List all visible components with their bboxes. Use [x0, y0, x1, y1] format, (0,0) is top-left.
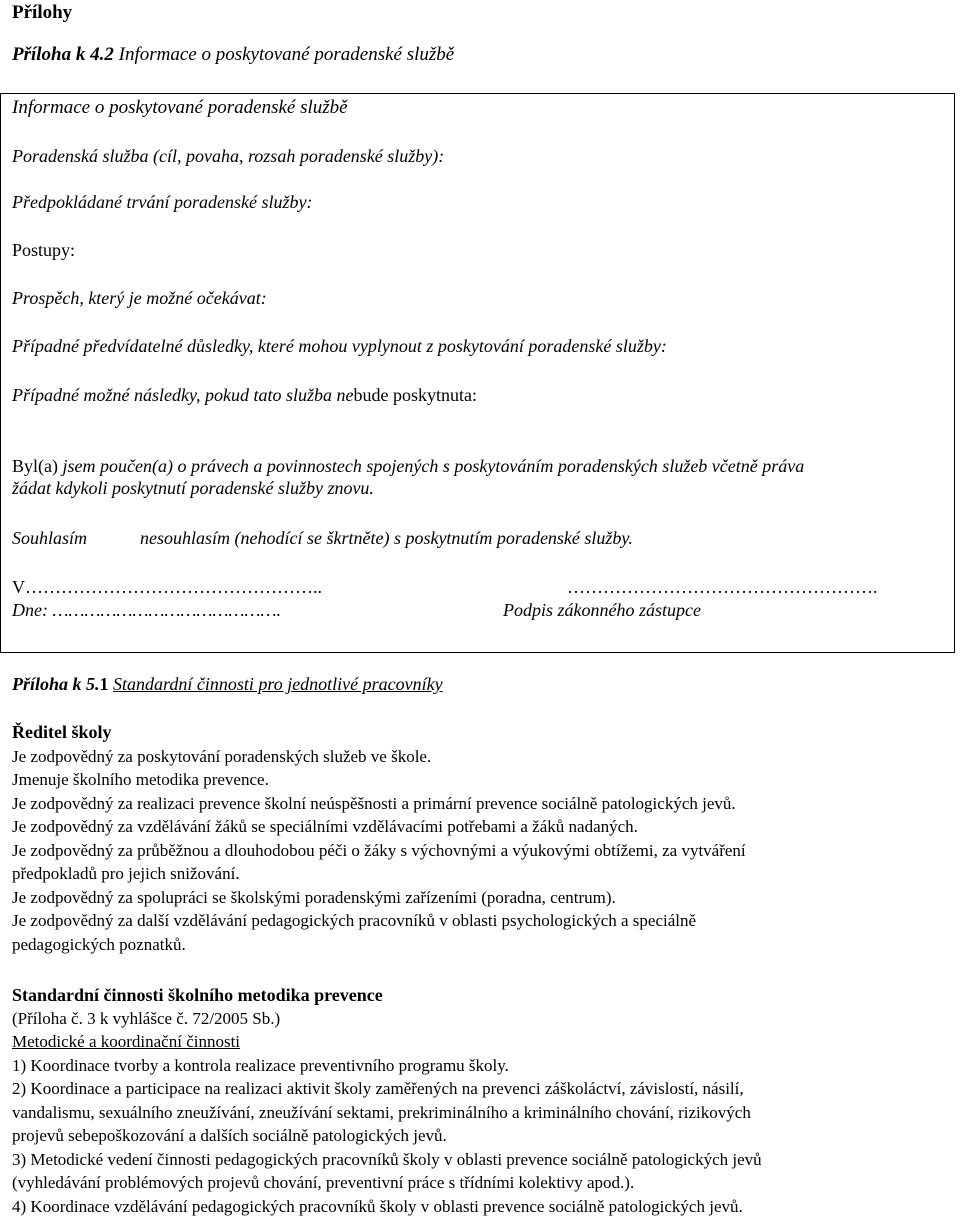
consent-disagree-option: nesouhlasím (nehodící se škrtněte) s poskytnutím poradenské služby.	[140, 528, 633, 548]
annex-4-2-heading	[12, 44, 454, 66]
form-field-procedures: Postupy:	[12, 240, 76, 260]
director-duty: Je zodpovědný za poskytování poradenských služeb ve škole.	[12, 747, 432, 766]
director-duty: Je zodpovědný za realizaci prevence školní neúspěšnosti a primární prevence sociálně patologických jevů.	[12, 794, 736, 813]
form-field-consequences: Případné předvídatelné důsledky, které mohou vyplynout z poskytování poradenské služby:	[12, 336, 667, 356]
form-instructed-prefix: Byl(a)	[12, 456, 58, 476]
metodik-activity-continued: (vyhledávání problémových projevů chování, preventivní práce s třídními kolektivy apod.).	[12, 1173, 635, 1192]
form-instructed-line-2: žádat kdykoli poskytnutí poradenské služby znovu.	[12, 478, 374, 498]
consent-agree-option: Souhlasím	[12, 528, 88, 548]
director-duty-continued: pedagogických poznatků.	[12, 935, 186, 954]
metodik-activity-continued: projevů sebepoškozování a dalších sociálně patologických jevů.	[12, 1126, 447, 1145]
form-field-duration: Předpokládané trvání poradenské služby:	[12, 192, 313, 212]
form-field-if-not-provided-part-1: Případné možné následky, pokud tato služba ne	[12, 385, 354, 405]
form-title: Informace o poskytované poradenské službě	[12, 97, 348, 118]
information-form-box	[0, 93, 955, 653]
annex-5-1-heading	[12, 674, 443, 695]
signature-dots: …………………………………………….	[567, 577, 878, 597]
director-heading: Ředitel školy	[12, 722, 112, 742]
metodik-activity-continued: vandalismu, sexuálního zneužívání, zneužívání sektami, prekriminálního a kriminálního chování, rizikových	[12, 1103, 751, 1122]
metodik-subheading: Metodické a koordinační činnosti	[12, 1032, 241, 1051]
annex-4-2-label: Příloha k 4.2	[12, 44, 114, 65]
prilohy-heading: Přílohy	[12, 2, 73, 23]
director-duty: Je zodpovědný za spolupráci se školskými poradenskými zařízeními (poradna, centrum).	[12, 888, 616, 907]
form-field-if-not-provided-part-2: bude poskytnuta:	[353, 385, 477, 405]
signature-label: Podpis zákonného zástupce	[503, 600, 701, 620]
director-duty: Jmenuje školního metodika prevence.	[12, 770, 269, 789]
form-field-if-not-provided	[12, 385, 477, 406]
form-instructed-line-1	[12, 456, 804, 477]
metodik-heading: Standardní činnosti školního metodika prevence	[12, 985, 383, 1005]
director-duty: Je zodpovědný za průběžnou a dlouhodobou péči o žáky s výchovnými a výukovými obtížemi, za vytváření	[12, 841, 746, 860]
form-field-service: Poradenská služba (cíl, povaha, rozsah poradenské služby):	[12, 146, 445, 166]
place-line: V…………………………………………..	[12, 577, 322, 597]
director-duty: Je zodpovědný za další vzdělávání pedagogických pracovníků v oblasti psychologických a speciálně	[12, 911, 697, 930]
form-field-benefit: Prospěch, který je možné očekávat:	[12, 288, 267, 308]
annex-5-1-label-number: 1	[99, 674, 109, 694]
metodik-activity: 3) Metodické vedení činnosti pedagogických pracovníků školy v oblasti prevence sociálně patologických jevů	[12, 1150, 762, 1169]
metodik-activity: 4) Koordinace vzdělávání pedagogických pracovníků školy v oblasti prevence sociálně patologických jevů.	[12, 1197, 743, 1216]
date-line: Dne: …………………………………….	[12, 600, 282, 620]
form-instructed-text: jsem poučen(a) o právech a povinnostech spojených s poskytováním poradenských služeb včetně práva	[57, 456, 805, 476]
director-duty-continued: předpokladů pro jejich snižování.	[12, 864, 240, 883]
metodik-activity: 2) Koordinace a participace na realizaci aktivit školy zaměřených na prevenci záškoláctví, závislostí, násilí,	[12, 1079, 744, 1098]
annex-5-1-label: Příloha k 5.	[12, 674, 100, 694]
annex-4-2-title: Informace o poskytované poradenské službě	[118, 44, 455, 65]
director-duty: Je zodpovědný za vzdělávání žáků se speciálními vzdělávacími potřebami a žáků nadaných.	[12, 817, 638, 836]
annex-5-1-title: Standardní činnosti pro jednotlivé pracovníky	[113, 674, 443, 694]
metodik-reference: (Příloha č. 3 k vyhlášce č. 72/2005 Sb.)	[12, 1009, 281, 1028]
metodik-activity: 1) Koordinace tvorby a kontrola realizace preventivního programu školy.	[12, 1056, 509, 1075]
